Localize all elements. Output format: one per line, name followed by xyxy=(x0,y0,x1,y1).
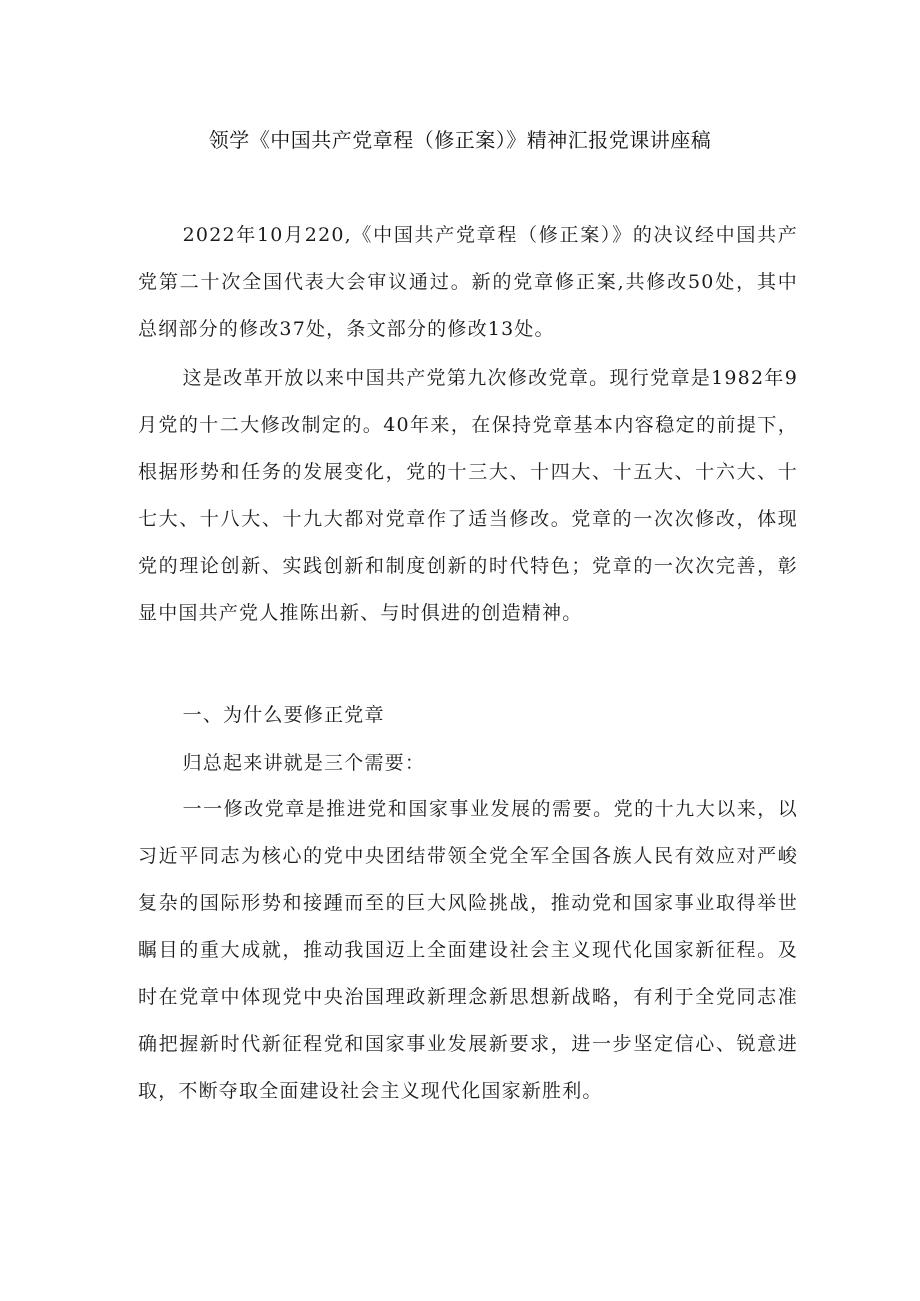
paragraph-summary xyxy=(138,740,798,787)
paragraph-text: 一一修改党章是推进党和国家事业发展的需要。党的十九大以来，以习近平同志为核心的党中央团结带领全党全军全国各族人民有效应对严峻复杂的国际形势和接踵而至的巨大风险挑战，推动党和国家事业取得举世瞩目的重大成就，推动我国迈上全面建设社会主义现代化国家新征程。及时在党章中体现党中央治国理政新理念新思想新战略，有利于全党同志准确把握新时代新征程党和国家事业发展新要求，进一步坚定信心、锐意进取，不断夺取全面建设社会主义现代化国家新胜利。 xyxy=(138,798,798,1102)
paragraph-history xyxy=(138,355,798,637)
paragraph-need-1 xyxy=(138,786,798,1115)
paragraph-text: 2022年10月220,《中国共产党章程（修正案）》的决议经中国共产党第二十次全国代表大会审议通过。新的党章修正案,共修改50处，其中总纲部分的修改37处，条文部分的修改13处。 xyxy=(138,224,798,340)
paragraph-text: 归总起来讲就是三个需要： xyxy=(182,752,426,774)
section-heading xyxy=(138,692,798,739)
section-heading-text: 一、为什么要修正党章 xyxy=(182,704,385,726)
document-title: 领学《中国共产党章程（修正案）》精神汇报党课讲座稿 xyxy=(208,128,712,152)
paragraph-intro xyxy=(138,212,798,353)
paragraph-text: 这是改革开放以来中国共产党第九次修改党章。现行党章是1982年9月党的十二大修改制定的。40年来，在保持党章基本内容稳定的前提下，根据形势和任务的发展变化，党的十三大、十四大、十五大、十六大、十七大、十八大、十九大都对党章作了适当修改。党章的一次次修改，体现党的理论创新、实践创新和制度创新的时代特色；党章的一次次完善，彰显中国共产党人推陈出新、与时俱进的创造精神。 xyxy=(138,367,798,624)
